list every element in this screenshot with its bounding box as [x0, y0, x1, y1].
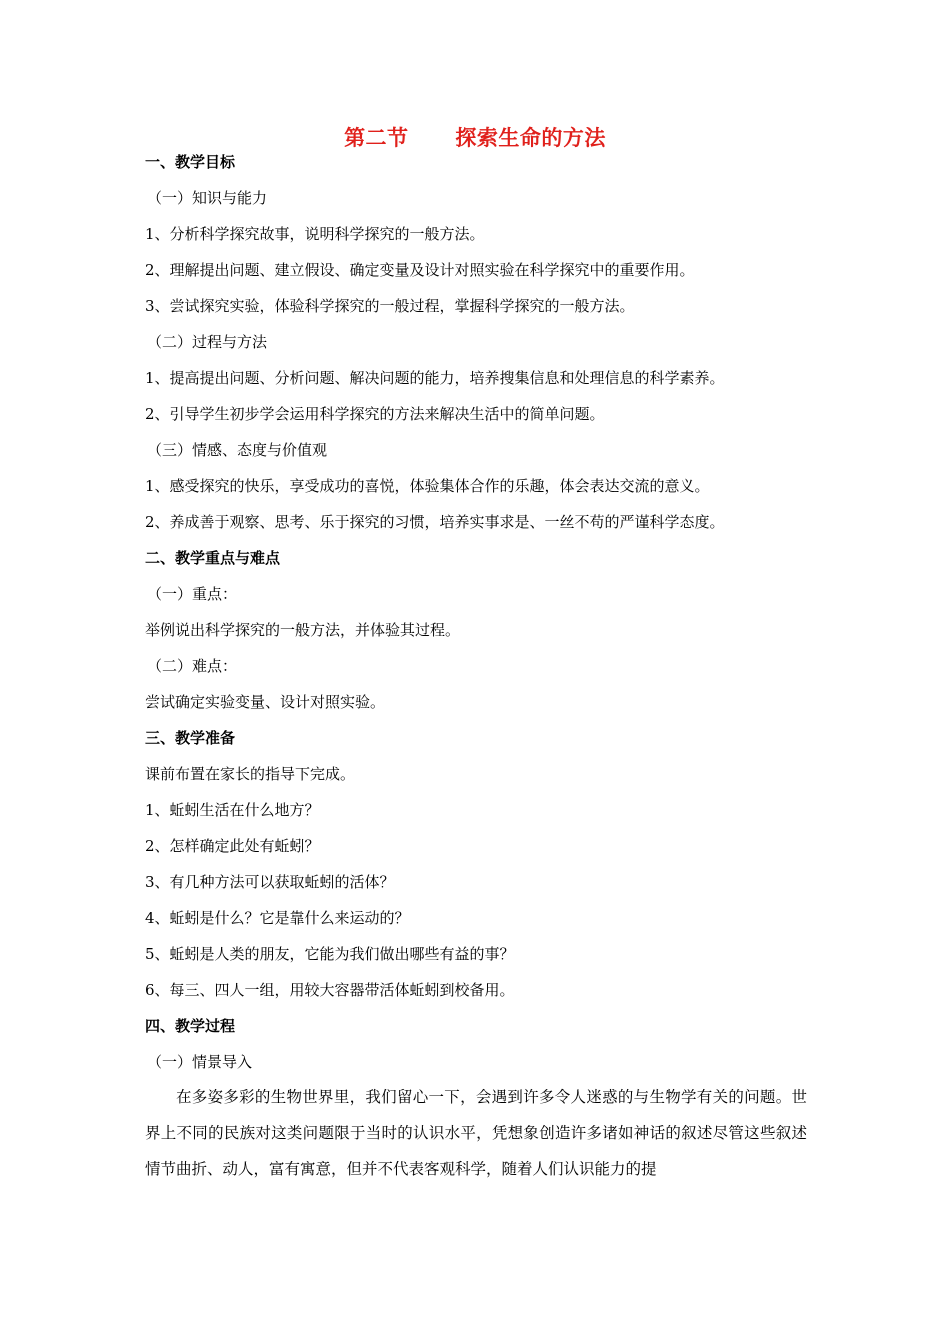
document-title: 第二节 探索生命的方法: [344, 125, 606, 150]
list-item: 课前布置在家长的指导下完成。: [145, 765, 356, 783]
section-heading-teaching-goals: 一、教学目标: [145, 153, 236, 171]
intro-paragraph: 在多姿多彩的生物世界里，我们留心一下，会遇到许多令人迷惑的与生物学有关的问题。世界上不同的民族对这类问题限于当时的认识水平，凭想象创造许多诸如神话的叙述尽管这些叙述情节曲折、动人，富有寓意，但并不代表客观科学，随着人们认识能力的提: [145, 1088, 807, 1178]
section-heading-process: 四、教学过程: [145, 1017, 236, 1035]
subsection-key-point: （一）重点：: [147, 585, 238, 603]
list-item: 举例说出科学探究的一般方法，并体验其过程。: [145, 621, 461, 639]
subsection-introduction: （一）情景导入: [147, 1053, 253, 1071]
section-heading-key-points: 二、教学重点与难点: [145, 549, 281, 567]
list-item: 2、引导学生初步学会运用科学探究的方法来解决生活中的简单问题。: [145, 405, 605, 423]
section-heading-preparation: 三、教学准备: [145, 729, 236, 747]
list-item: 2、理解提出问题、建立假设、确定变量及设计对照实验在科学探究中的重要作用。: [145, 261, 695, 279]
subsection-difficulty: （二）难点：: [147, 657, 238, 675]
list-item: 3、尝试探究实验，体验科学探究的一般过程，掌握科学探究的一般方法。: [145, 297, 635, 315]
list-item: 3、有几种方法可以获取蚯蚓的活体？: [145, 873, 395, 891]
subsection-process-method: （二）过程与方法: [147, 333, 268, 351]
list-item: 5、蚯蚓是人类的朋友，它能为我们做出哪些有益的事？: [145, 945, 515, 963]
list-item: 1、蚯蚓生活在什么地方？: [145, 801, 320, 819]
list-item: 1、分析科学探究故事，说明科学探究的一般方法。: [145, 225, 485, 243]
subsection-knowledge-ability: （一）知识与能力: [147, 189, 268, 207]
list-item: 6、每三、四人一组，用较大容器带活体蚯蚓到校备用。: [145, 981, 515, 999]
list-item: 1、提高提出问题、分析问题、解决问题的能力，培养搜集信息和处理信息的科学素养。: [145, 369, 725, 387]
list-item: 2、养成善于观察、思考、乐于探究的习惯，培养实事求是、一丝不苟的严谨科学态度。: [145, 513, 725, 531]
list-item: 2、怎样确定此处有蚯蚓？: [145, 837, 320, 855]
list-item: 尝试确定实验变量、设计对照实验。: [145, 693, 386, 711]
list-item: 1、感受探究的快乐，享受成功的喜悦，体验集体合作的乐趣，体会表达交流的意义。: [145, 477, 710, 495]
list-item: 4、蚯蚓是什么？它是靠什么来运动的？: [145, 909, 410, 927]
subsection-attitude-values: （三）情感、态度与价值观: [147, 441, 328, 459]
